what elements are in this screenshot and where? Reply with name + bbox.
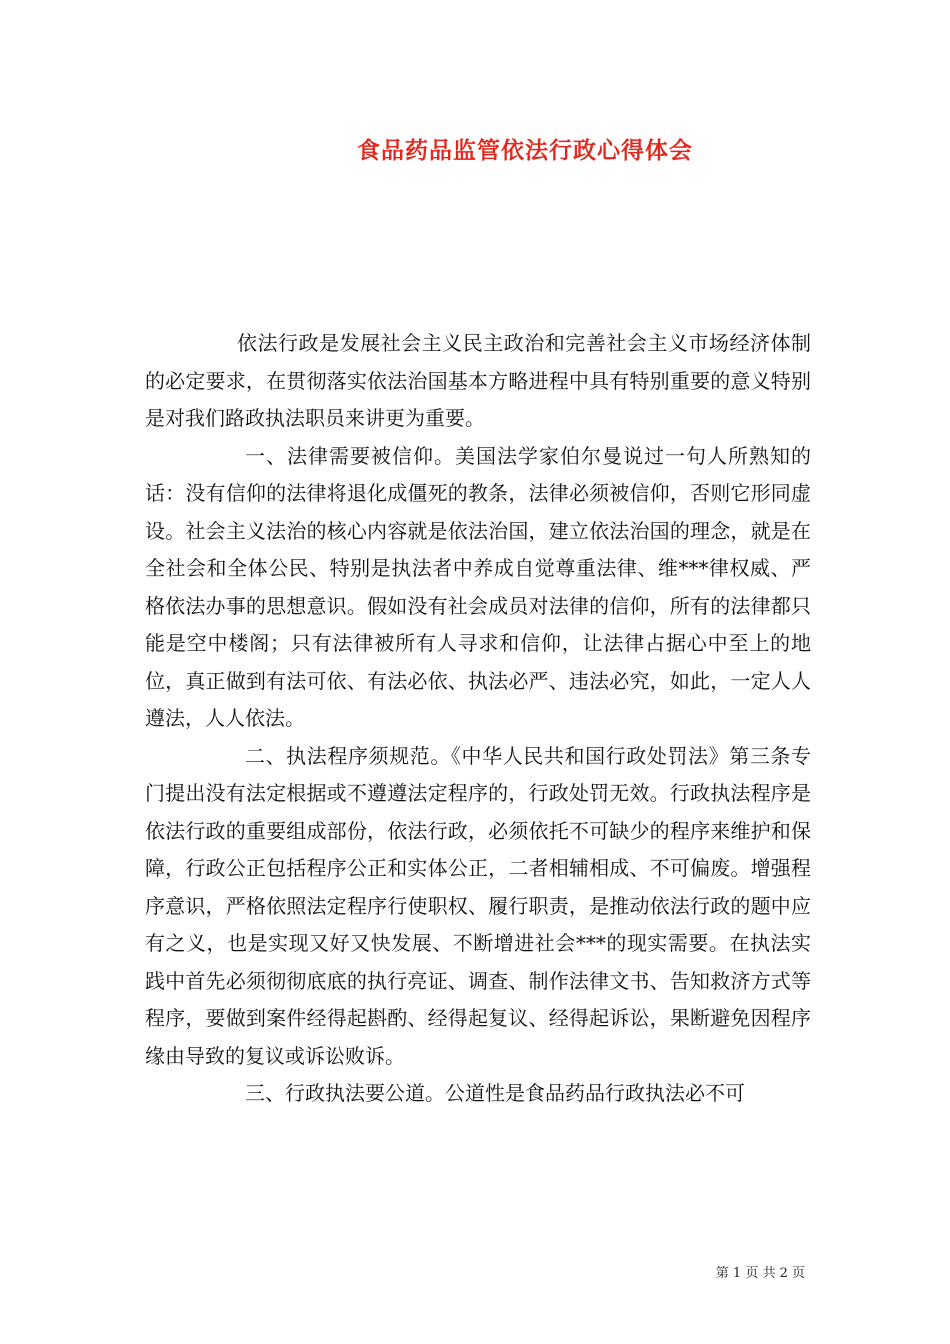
document-body bbox=[145, 325, 811, 1113]
paragraph-intro: 依法行政是发展社会主义民主政治和完善社会主义市场经济体制的必定要求，在贯彻落实依法治国基本方略进程中具有特别重要的意义特别是对我们路政执法职员来讲更为重要。 bbox=[145, 331, 811, 430]
paragraph-section-1: 一、法律需要被信仰。美国法学家伯尔曼说过一句人所熟知的话：没有信仰的法律将退化成僵死的教条，法律必须被信仰，否则它形同虚设。社会主义法治的核心内容就是依法治国，建立依法治国的理念，就是在全社会和全体公民、特别是执法者中养成自觉尊重法律、维***律权威、严格依法办事的思想意识。假如没有社会成员对法律的信仰，所有的法律都只能是空中楼阁；只有法律被所有人寻求和信仰，让法律占据心中至上的地位，真正做到有法可依、有法必依、执法必严、违法必究，如此，一定人人遵法，人人依法。 bbox=[145, 443, 811, 730]
page-number-footer: 第 1 页 共 2 页 bbox=[715, 1266, 805, 1281]
document-title: 食品药品监管依法行政心得体会 bbox=[357, 137, 693, 164]
paragraph-section-2: 二、执法程序须规范。《中华人民共和国行政处罚法》第三条专门提出没有法定根据或不遵遵法定程序的，行政处罚无效。行政执法程序是依法行政的重要组成部份，依法行政，必须依托不可缺少的程序来维护和保障，行政公正包括程序公正和实体公正，二者相辅相成、不可偏废。增强程序意识，严格依照法定程序行使职权、履行职责，是推动依法行政的题中应有之义，也是实现又好又快发展、不断增进社会***的现实需要。在执法实践中首先必须彻彻底底的执行亮证、调查、制作法律文书、告知救济方式等程序，要做到案件经得起斟酌、经得起复议、经得起诉讼，果断避免因程序缘由导致的复议或诉讼败诉。 bbox=[145, 743, 811, 1068]
paragraph-section-3: 三、行政执法要公道。公道性是食品药品行政执法必不可 bbox=[245, 1081, 745, 1105]
